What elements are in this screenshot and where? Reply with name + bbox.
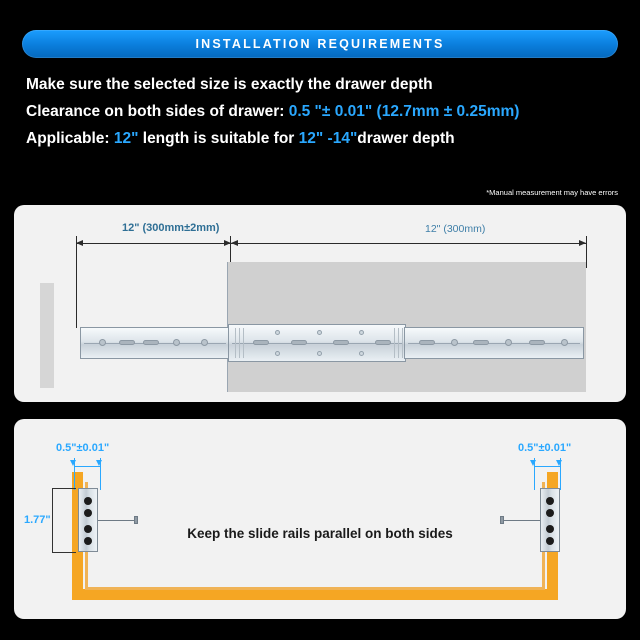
screw-point-icon <box>546 509 554 517</box>
clearance-arrow-left-b <box>96 460 102 466</box>
headline-line-3 <box>26 130 616 148</box>
banner-title: INSTALLATION REQUIREMENTS <box>195 37 445 51</box>
dimension-tick-left <box>76 236 77 328</box>
mounting-slot-icon <box>375 340 391 345</box>
clearance-arrow-right-a <box>530 460 536 466</box>
mounting-slot-icon <box>119 340 135 345</box>
cabinet-wall-block <box>40 283 54 388</box>
screw-hole-icon <box>201 339 208 346</box>
screw-head-right <box>500 516 504 524</box>
installation-requirements-banner <box>22 30 618 58</box>
screw-point-icon <box>84 509 92 517</box>
clearance-label-right: 0.5"±0.01" <box>518 442 572 454</box>
clearance-dimline-left <box>74 466 100 467</box>
slide-rail-right-section <box>540 488 560 552</box>
slide-rail-middle-member <box>228 324 406 362</box>
dimension-arrow-left-start <box>76 240 83 246</box>
headline-line-2-value: 0.5 "± 0.01" (12.7mm ± 0.25mm) <box>288 103 520 120</box>
height-label: 1.77" <box>24 514 51 526</box>
clearance-label-left: 0.5"±0.01" <box>56 442 110 454</box>
dimension-arrow-right-start <box>231 240 238 246</box>
screw-hole-icon <box>173 339 180 346</box>
mounting-slot-icon <box>253 340 269 345</box>
mounting-slot-icon <box>529 340 545 345</box>
slide-rail-inner-member <box>80 327 230 359</box>
dimension-label-left: 12" (300mm±2mm) <box>122 222 220 234</box>
dimension-line-right <box>231 243 586 244</box>
headline-line-2-prefix: Clearance on both sides of drawer: <box>26 103 289 120</box>
height-tick-bottom <box>52 552 76 553</box>
screw-hole-icon <box>505 339 512 346</box>
dimension-arrow-right-end <box>579 240 586 246</box>
rail-hatching <box>235 328 244 358</box>
headline-line-3-b: 12" <box>113 130 139 147</box>
screw-hole-icon <box>561 339 568 346</box>
height-dimline <box>52 488 53 552</box>
mounting-slot-icon <box>333 340 349 345</box>
headline-line-3-a: Applicable: <box>26 130 114 147</box>
slide-rail-left-section <box>78 488 98 552</box>
dimension-line-left <box>76 243 231 244</box>
clearance-arrow-right-b <box>556 460 562 466</box>
mounting-slot-icon <box>143 340 159 345</box>
measurement-footnote: *Manual measurement may have errors <box>486 188 618 197</box>
headline-block <box>26 76 616 157</box>
rail-hatching <box>394 328 403 358</box>
height-tick-top <box>52 488 76 489</box>
headline-line-2 <box>26 103 616 121</box>
screw-shaft-left <box>98 520 136 521</box>
mounting-slot-icon <box>419 340 435 345</box>
ball-bearing-icon <box>317 351 322 356</box>
screw-point-icon <box>546 497 554 505</box>
headline-line-3-c: length is suitable for <box>138 130 299 147</box>
screw-hole-icon <box>451 339 458 346</box>
ball-bearing-icon <box>359 330 364 335</box>
screw-head-left <box>134 516 138 524</box>
screw-hole-icon <box>99 339 106 346</box>
parallel-rails-caption: Keep the slide rails parallel on both sides <box>187 526 453 541</box>
ball-bearing-icon <box>275 330 280 335</box>
ball-bearing-icon <box>359 351 364 356</box>
mounting-slot-icon <box>473 340 489 345</box>
ball-bearing-icon <box>275 351 280 356</box>
slide-rail-outer-member <box>404 327 584 359</box>
screw-point-icon <box>84 497 92 505</box>
dimension-label-right: 12" (300mm) <box>425 223 486 235</box>
clearance-dimline-right <box>534 466 560 467</box>
headline-line-3-d: 12" -14" <box>298 130 358 147</box>
mounting-slot-icon <box>291 340 307 345</box>
ball-bearing-icon <box>317 330 322 335</box>
dimension-tick-right <box>586 236 587 268</box>
headline-line-3-e: drawer depth <box>357 130 455 147</box>
headline-line-1: Make sure the selected size is exactly the drawer depth <box>26 76 433 93</box>
clearance-arrow-left-a <box>70 460 76 466</box>
screw-shaft-right <box>504 520 540 521</box>
